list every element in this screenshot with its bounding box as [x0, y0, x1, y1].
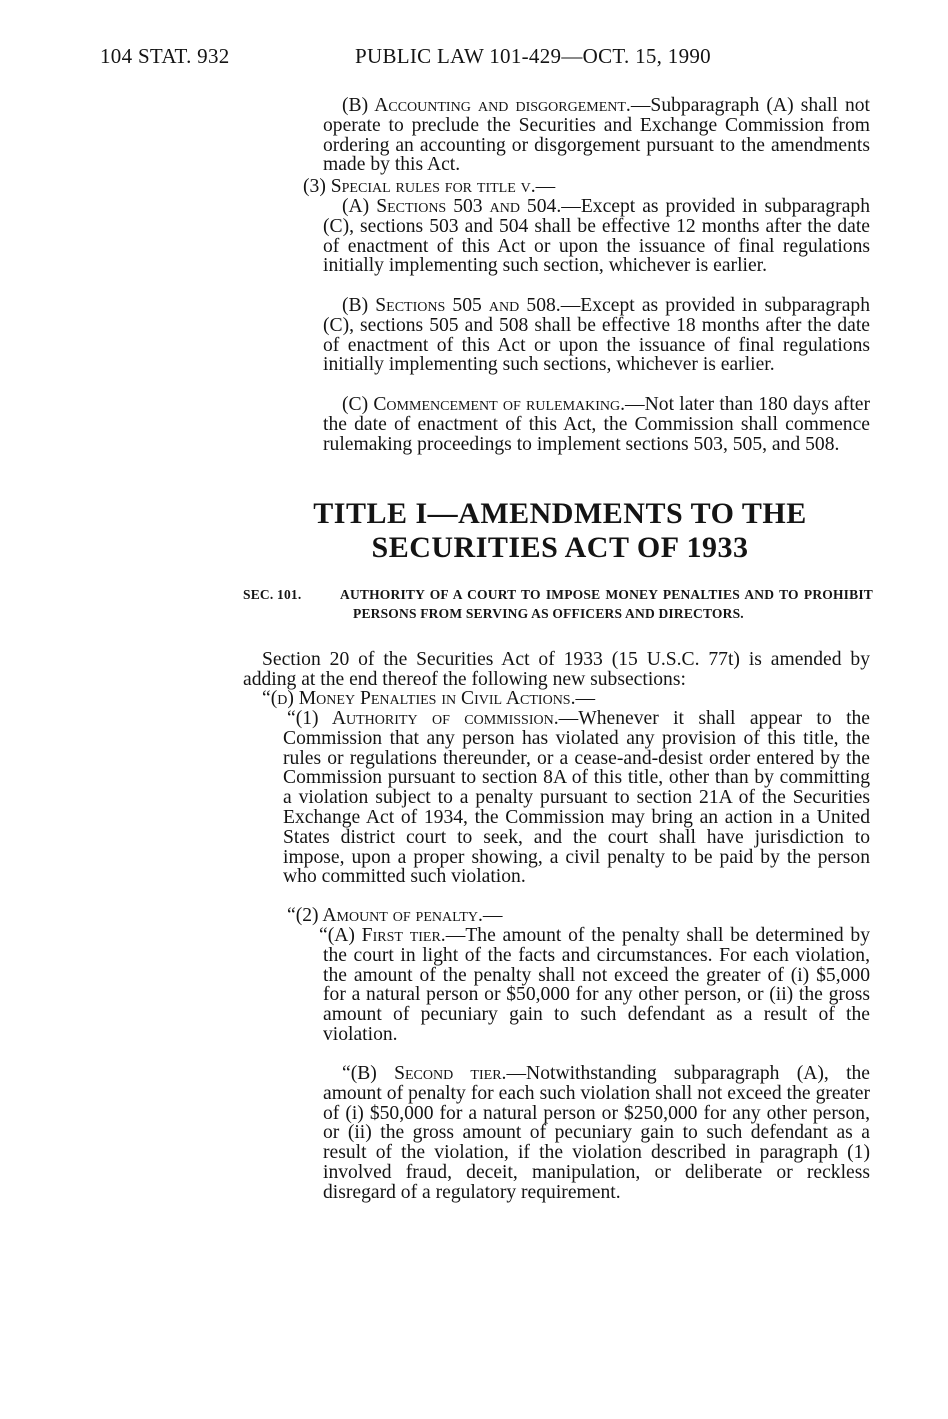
section-heading	[243, 585, 873, 623]
intro-c-commencement	[323, 395, 870, 454]
provision-label: “(2) Amount of penalty.—	[287, 905, 503, 926]
provision-label: “(A) First tier.	[319, 925, 446, 946]
paragraph-1	[283, 709, 870, 887]
provision-label: (B) Sections 505 and 508.	[342, 295, 561, 316]
provision-text: —Whenever it shall appear to the Commission that any person has violated any provision of this title, the rules or regulations thereunder, or a cease-and-desist order entered by the Commission pursuant to section 8A of this title, other than by committing a violation subject to a penalty pursuant to section 21A of the Securities Exchange Act of 1934, the Commission may bring an action in a United States district court to seek, and the court shall have jurisdiction to impose, upon a proper showing, a civil penalty to be paid by the person who committed such violation.	[283, 708, 870, 888]
provision-text: —Not later than 180 days after the date of enactment of this Act, the Commission shall commence rulemaking proceedings to implement sections 503, 505, and 508.	[323, 394, 870, 455]
section-intro-text: Section 20 of the Securities Act of 1933 (15 U.S.C. 77t) is amended by adding at the end thereof the following new subsections:	[243, 649, 870, 690]
subsection-label: “(d) Money Penalties in Civil Actions.—	[262, 688, 596, 709]
public-law-citation: PUBLIC LAW 101-429—OCT. 15, 1990	[355, 44, 711, 68]
provision-text: —Except as provided in subparagraph (C), sections 505 and 508 shall be effective 18 months after the date of enactment of this Act or upon the issuance of final regulations initially implementing such sections, whichever is earlier.	[323, 295, 870, 376]
intro-b-sections	[323, 296, 870, 375]
subsection-d-heading	[262, 689, 870, 709]
provision-label: (3) Special rules for title v.—	[303, 176, 556, 197]
provision-label: (C) Commencement of rulemaking.	[342, 394, 626, 415]
provision-label: (A) Sections 503 and 504.	[342, 196, 562, 217]
section-number: SEC. 101.	[243, 587, 302, 602]
intro-special-rules	[303, 177, 870, 197]
title-heading	[300, 497, 820, 565]
first-tier	[319, 925, 870, 1045]
provision-label: “(B) Second tier.	[342, 1063, 507, 1084]
provision-text: —Subparagraph (A) shall not operate to preclude the Securities and Exchange Commission from ordering an accounting or disgorgement pursuant to the amendments made by this Act.	[323, 95, 870, 176]
second-tier	[323, 1064, 870, 1203]
intro-a-sections	[323, 197, 870, 276]
section-title: AUTHORITY OF A COURT TO IMPOSE MONEY PENALTIES AND TO PROHIBIT PERSONS FROM SERVING AS OFFICERS AND DIRECTORS.	[340, 587, 873, 621]
provision-text: —The amount of the penalty shall be determined by the court in light of the facts and circumstances. For each violation, the amount of the penalty shall not exceed the greater of (i) $5,000 for a natural person or $50,000 for any other person, or (ii) the gross amount of pecuniary gain to such defendant as a result of the violation.	[323, 925, 870, 1045]
provision-text: —Except as provided in subparagraph (C), sections 503 and 504 shall be effective 12 months after the date of enactment of this Act or upon the issuance of final regulations initially implementing such section, whichever is earlier.	[323, 196, 870, 277]
provision-label: (B) Accounting and disgorgement.	[342, 95, 631, 116]
stat-citation: 104 STAT. 932	[100, 44, 230, 68]
paragraph-2	[283, 906, 870, 926]
provision-text: —Notwithstanding subparagraph (A), the amount of penalty for each such violation shall not exceed the greater of (i) $50,000 for a natural person or $250,000 for any other person, or (ii) the gross amount of pecuniary gain to such defendant as a result of the violation, if the violation described in paragraph (1) involved fraud, deceit, manipulation, or deliberate or reckless disregard of a regulatory requirement.	[323, 1063, 871, 1203]
provision-label: “(1) Authority of commission.	[287, 708, 559, 729]
title-line-1: TITLE I—AMENDMENTS TO THE	[313, 497, 807, 530]
title-line-2: SECURITIES ACT OF 1933	[371, 531, 749, 564]
section-intro	[243, 650, 870, 690]
intro-b-accounting	[323, 96, 870, 175]
